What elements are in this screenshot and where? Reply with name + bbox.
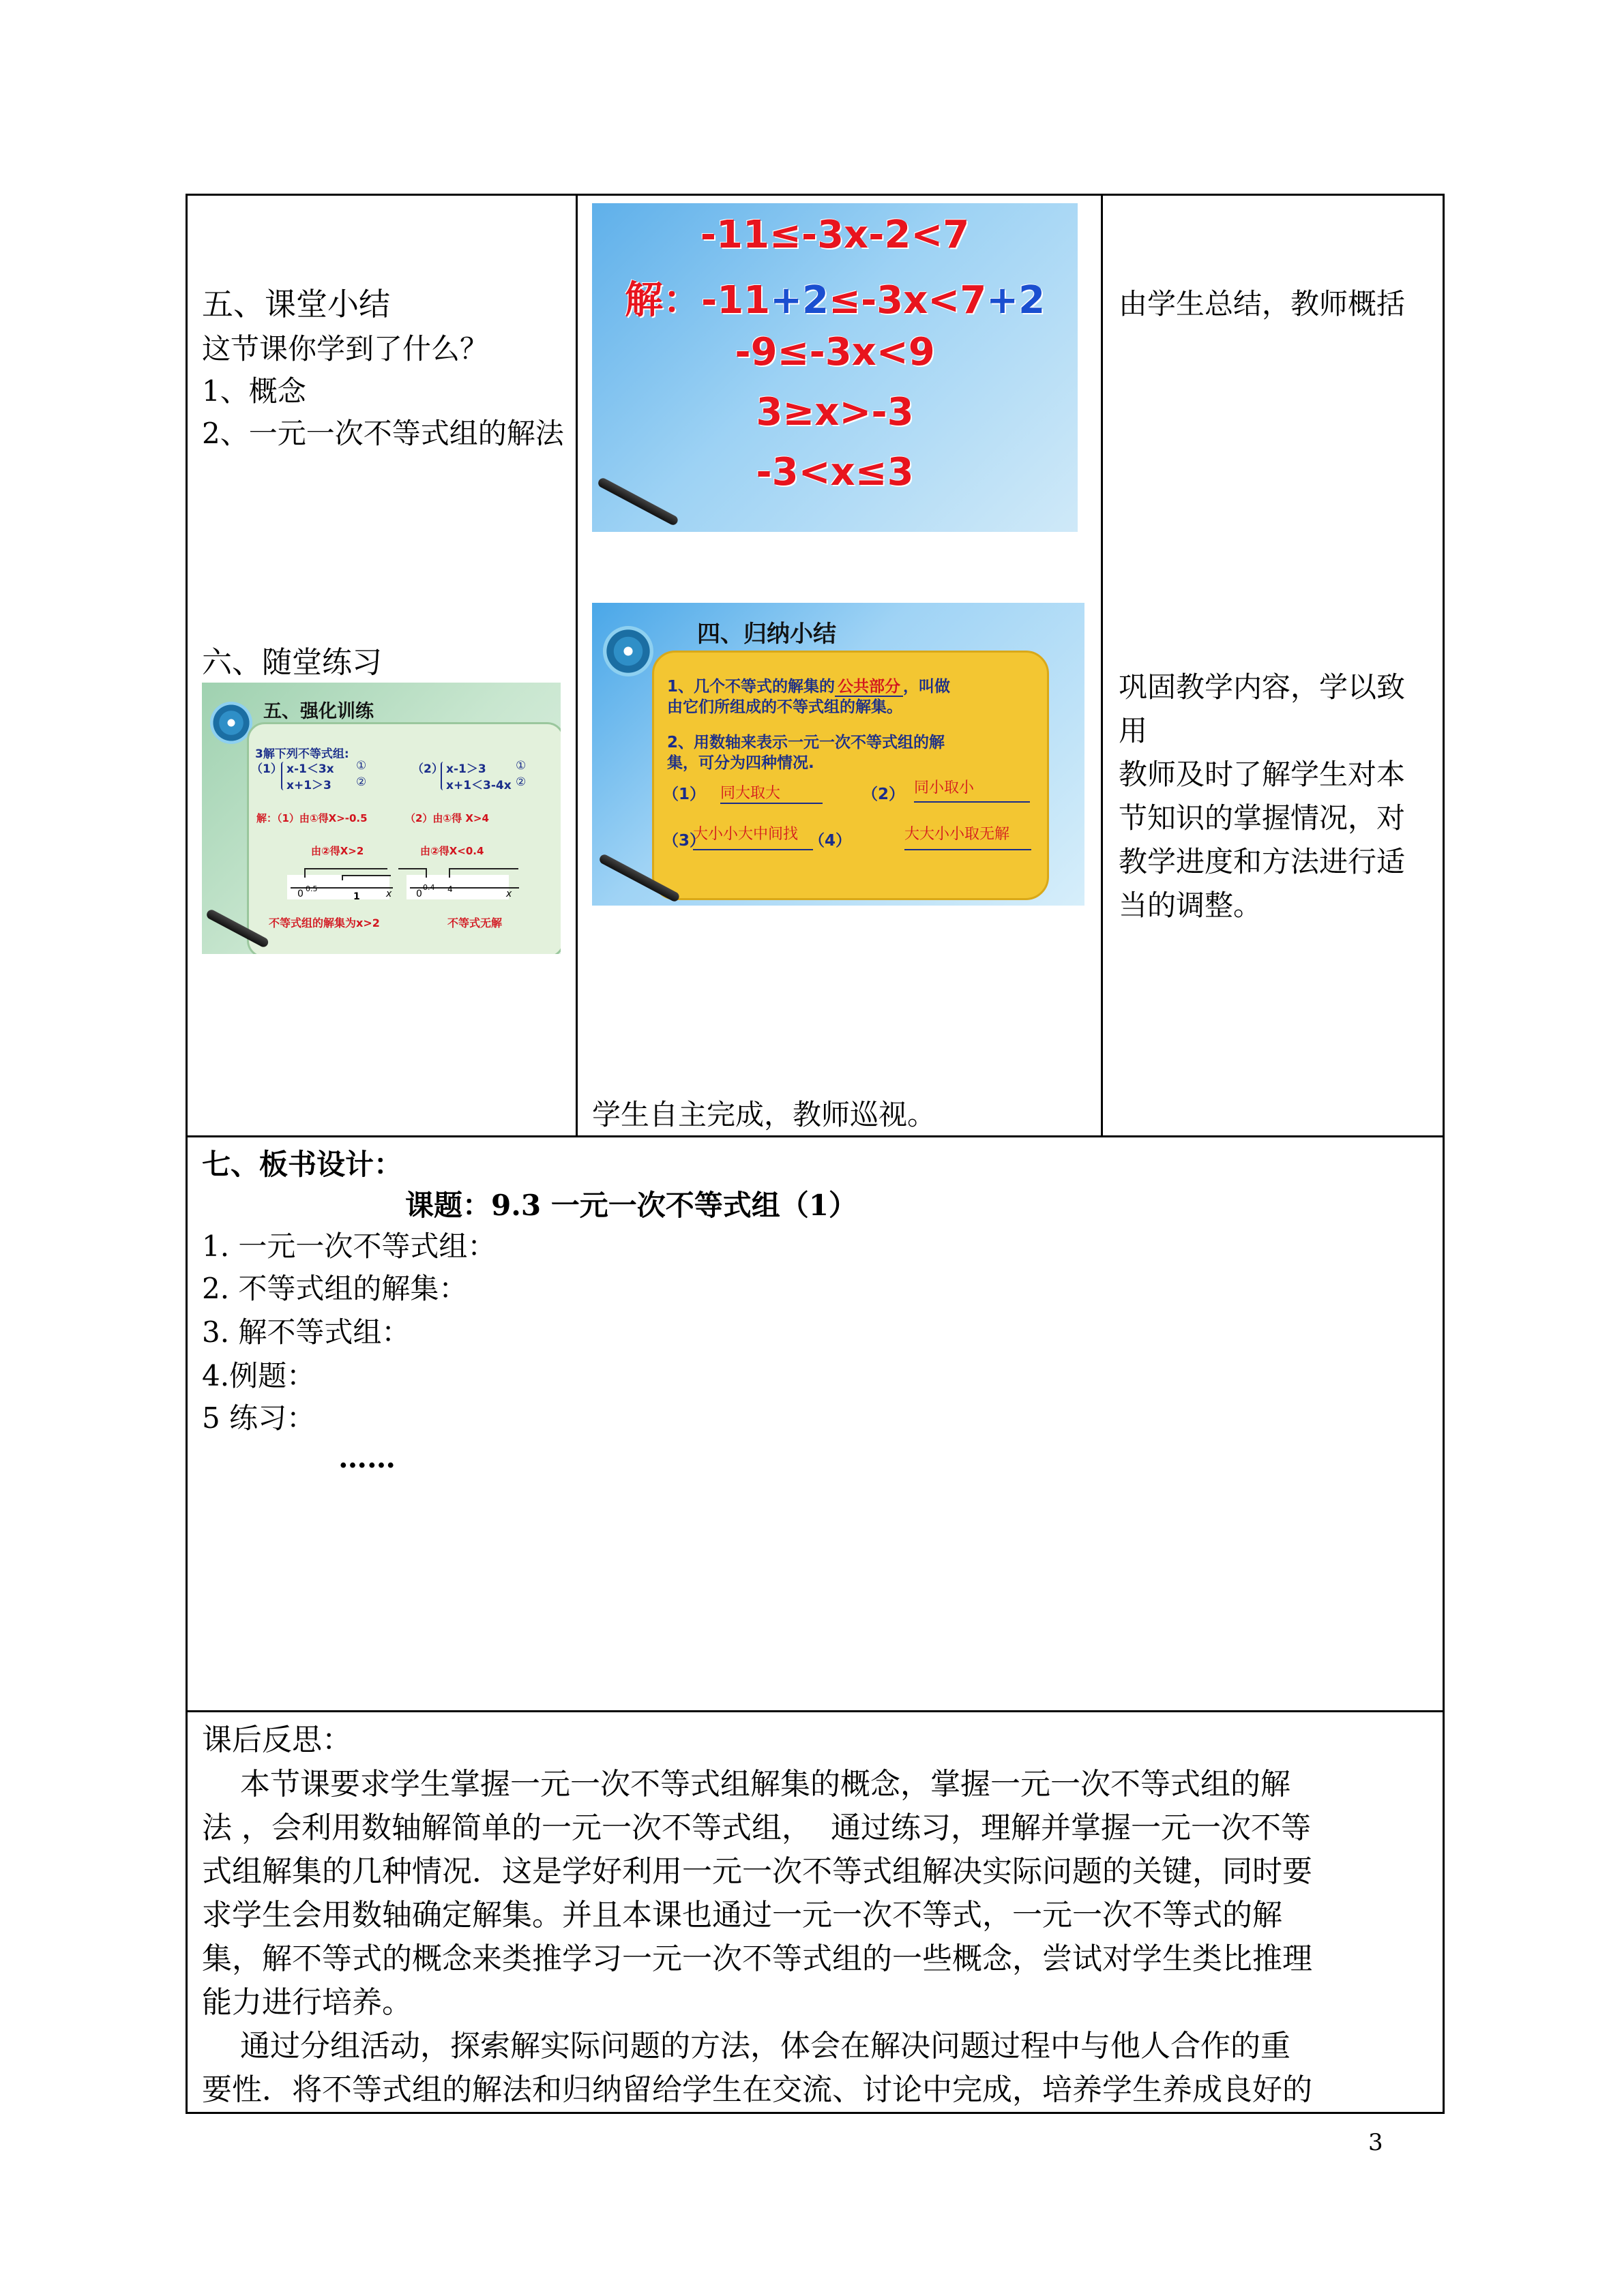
solution-line-1: -11≤-3x-2<7 xyxy=(700,213,970,257)
mid-bottom-text: 学生自主完成，教师巡视。 xyxy=(592,1098,936,1131)
col-divider-2 xyxy=(1101,194,1103,1137)
problem2-n2: ② xyxy=(516,775,527,789)
right-text-3-line-2: 节知识的掌握情况，对 xyxy=(1119,801,1406,835)
problem1-eq1: x-1＜3x xyxy=(286,762,334,776)
axis2-label-04: 0.4 xyxy=(423,883,435,892)
case-4-value: 大大小小取无解 xyxy=(904,822,1031,850)
case-2-value: 同小取小 xyxy=(914,776,1030,803)
table-right-border xyxy=(1443,194,1445,2114)
problem2-n1: ① xyxy=(516,759,527,773)
number-line-2-bracket-b xyxy=(449,868,518,878)
case-1-label: （1） xyxy=(663,786,706,803)
row-divider-2 xyxy=(186,1710,1445,1712)
board-ellipsis: …… xyxy=(338,1441,396,1474)
slide-summary xyxy=(592,603,1084,906)
reflection-p1-line-1: 本节课要求学生掌握一元一次不等式组解集的概念，掌握一元一次不等式组的解 xyxy=(202,1767,1290,1802)
board-item-1: 1. 一元一次不等式组： xyxy=(202,1229,497,1263)
board-title: 七、板书设计： xyxy=(202,1148,403,1181)
case-3-value: 大小小大中间找 xyxy=(693,822,813,850)
axis2-label-0: 0 xyxy=(416,889,422,899)
axis2-label-4: 4 xyxy=(447,884,453,894)
right-text-2-line-2: 用 xyxy=(1119,714,1148,747)
axis1-label-0: 0 xyxy=(297,889,304,899)
case-2-label: （2） xyxy=(862,786,905,803)
solution-line-2-c: ≤-3x<7 xyxy=(829,278,987,323)
axis1-label-1: 1 xyxy=(353,891,360,902)
exercise-prompt: 3解下列不等式组: xyxy=(255,747,349,761)
exercise-result-1: 不等式组的解集为x>2 xyxy=(269,916,380,929)
exercise-title: 五、强化训练 xyxy=(263,701,374,722)
case-4-label: （4） xyxy=(809,832,852,850)
table-top-border xyxy=(186,194,1445,196)
board-item-3: 3. 解不等式组： xyxy=(202,1315,411,1349)
axis1-label-05: 0.5 xyxy=(306,884,318,893)
table-left-border xyxy=(186,194,188,2114)
problem2-eq1: x-1＞3 xyxy=(446,762,486,776)
solution-line-2-b: +2 xyxy=(770,278,829,323)
problem1-n2: ② xyxy=(356,775,367,789)
reflection-p1-line-2: 法 ，会利用数轴解简单的一元一次不等式组， 通过练习，理解并掌握一元一次不等 xyxy=(202,1810,1311,1845)
col-divider-1 xyxy=(576,194,578,1137)
exercise-result-2: 不等式无解 xyxy=(447,916,503,929)
reflection-p1-line-3: 式组解集的几种情况．这是学好利用一元一次不等式组解决实际问题的关键，同时要 xyxy=(202,1854,1312,1889)
reflection-p1-line-6: 能力进行培养。 xyxy=(202,1985,412,2020)
number-line-2-bracket-a xyxy=(398,868,427,878)
problem2-label: （2） xyxy=(412,762,443,776)
solution-1: 解：（1）由①得X>-0.5 xyxy=(256,812,368,824)
solution-line-2 xyxy=(592,270,1078,325)
page-number: 3 xyxy=(1368,2129,1383,2156)
reflection-title: 课后反思： xyxy=(202,1723,352,1757)
summary-p1 xyxy=(667,674,950,696)
summary-p2-line2: 集，可分为四种情况. xyxy=(667,754,814,772)
problem2-eq2: x+1＜3-4x xyxy=(446,779,512,792)
problem2-brace xyxy=(441,762,446,790)
problem1-label: （1） xyxy=(251,762,282,776)
axis2-label-x: x xyxy=(506,889,512,899)
case-1-value: 同大取大 xyxy=(720,781,823,804)
solution-2: （2）由①得 X>4 xyxy=(405,812,489,824)
reflection-p2-line-1: 通过分组活动，探索解实际问题的方法，体会在解决问题过程中与他人合作的重 xyxy=(202,2029,1290,2063)
problem1-n1: ① xyxy=(356,759,367,773)
solution-line-5: -3<x≤3 xyxy=(756,450,914,494)
reflection-p1-line-4: 求学生会用数轴确定解集。并且本课也通过一元一次不等式，一元一次不等式的解 xyxy=(202,1898,1282,1933)
summary-p1-blank: 公共部分 xyxy=(835,678,903,697)
table-bottom-border xyxy=(186,2112,1445,2114)
summary-p1-suffix: ，叫做 xyxy=(903,678,951,696)
cd-icon xyxy=(210,702,252,744)
section5-item-1: 1、概念 xyxy=(202,374,306,408)
board-topic: 课题：9.3 一元一次不等式组（1） xyxy=(405,1189,857,1222)
solution-3: 由②得X>2 xyxy=(311,845,364,857)
board-item-2: 2. 不等式组的解集： xyxy=(202,1272,468,1305)
solution-line-3: -9≤-3x<9 xyxy=(735,330,935,374)
slide-solution xyxy=(592,203,1078,532)
reflection-p2-line-2: 要性．将不等式组的解法和归纳留给学生在交流、讨论中完成，培养学生养成良好的 xyxy=(202,2072,1312,2107)
solution-line-4: 3≥x>-3 xyxy=(756,390,914,434)
board-item-4: 4.例题： xyxy=(202,1359,316,1392)
case-3-label: （3） xyxy=(663,832,706,850)
summary-title: 四、归纳小结 xyxy=(697,621,836,648)
board-item-5: 5 练习： xyxy=(202,1401,316,1435)
right-text-3-line-1: 教师及时了解学生对本 xyxy=(1119,758,1406,791)
axis1-label-x: x xyxy=(386,889,392,899)
solution-line-2-a: -11 xyxy=(700,278,771,323)
solution-label: 解： xyxy=(624,278,701,323)
reflection-p1-line-5: 集，解不等式的概念来类推学习一元一次不等式组的一些概念，尝试对学生类比推理 xyxy=(202,1941,1312,1976)
right-text-3-line-3: 教学进度和方法进行适 xyxy=(1119,845,1406,878)
right-text-2-line-1: 巩固教学内容，学以致 xyxy=(1119,670,1406,704)
number-line-1-bracket-b xyxy=(342,875,391,880)
right-text-3-line-4: 当的调整。 xyxy=(1119,889,1263,922)
section6-title: 六、随堂练习 xyxy=(202,645,382,680)
section5-item-2: 2、一元一次不等式组的解法 xyxy=(202,417,564,450)
right-text-1: 由学生总结，教师概括 xyxy=(1119,287,1406,320)
summary-p1-prefix: 1、几个不等式的解集的 xyxy=(667,678,836,696)
summary-p1-line2: 由它们所组成的不等式组的解集。 xyxy=(667,698,902,716)
problem1-brace xyxy=(281,762,286,790)
slide-exercise xyxy=(202,683,561,954)
problem1-eq2: x+1＞3 xyxy=(286,779,331,792)
section5-question: 这节课你学到了什么？ xyxy=(202,332,489,366)
solution-4: 由②得X<0.4 xyxy=(420,845,484,857)
cd-icon xyxy=(603,626,653,676)
section5-title: 五、课堂小结 xyxy=(202,286,390,323)
summary-p2-line1: 2、用数轴来表示一元一次不等式组的解 xyxy=(667,734,945,751)
solution-line-2-d: +2 xyxy=(986,278,1046,323)
